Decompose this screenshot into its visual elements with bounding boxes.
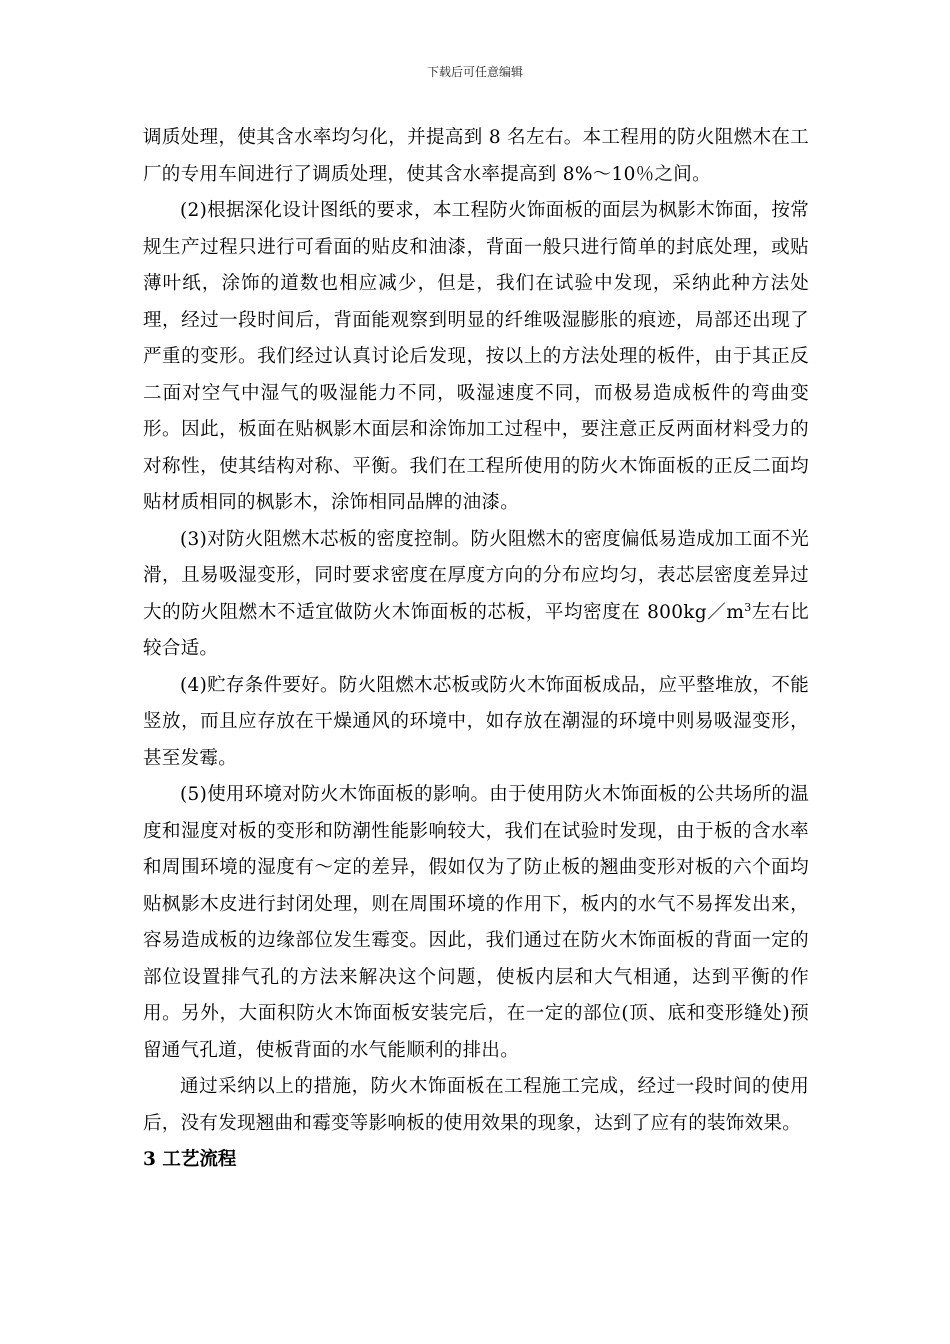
page-header: 下载后可任意编辑 [426,65,523,79]
paragraph-item-3-text: (3)对防火阻燃木芯板的密度控制。防火阻燃木的密度偏低易造成加工面不光滑，且易吸湿变形，同时要求密度在厚度方向的分布应均匀，表芯层密度差异过大的防火阻燃木不适宜做防火木饰面板的芯板，平均密度在 800kg／m [143,528,809,623]
paragraph-item-4: (4)贮存条件要好。防火阻燃木芯板或防火木饰面板成品，应平整堆放，不能竖放，而且应存放在干燥通风的环境中，如存放在潮湿的环境中则易吸湿变形，甚至发霉。 [143,674,809,769]
document-body [143,120,809,1179]
paragraph-conclusion: 通过采纳以上的措施，防火木饰面板在工程施工完成，经过一段时间的使用后，没有发现翘曲和霉变等影响板的使用效果的现象，达到了应有的装饰效果。 [143,1076,809,1134]
paragraph-item-3 [143,522,809,668]
section-heading: 3 工艺流程 [143,1149,237,1170]
paragraph-item-5: (5)使用环境对防火木饰面板的影响。由于使用防火木饰面板的公共场所的温度和湿度对板的变形和防潮性能影响较大，我们在试验时发现，由于板的含水率和周围环境的湿度有～定的差异，假如仅为了防止板的翘曲变形对板的六个面均贴枫影木皮进行封闭处理，则在周围环境的作用下，板内的水气不易挥发出来，容易造成板的边缘部位发生霉变。因此，我们通过在防火木饰面板的背面一定的部位设置排气孔的方法来解决这个问题，使板内层和大气相通，达到平衡的作用。另外，大面积防火木饰面板安装完后，在一定的部位(顶、底和变形缝处)预留通气孔道，使板背面的水气能顺利的排出。 [143,784,809,1061]
paragraph-item-2: (2)根据深化设计图纸的要求，本工程防火饰面板的面层为枫影木饰面，按常规生产过程只进行可看面的贴皮和油漆，背面一般只进行简单的封底处理，或贴薄叶纸，涂饰的道数也相应减少，但是，我们在试验中发现，采纳此种方法处理，经过一段时间后，背面能观察到明显的纤维吸湿膨胀的痕迹，局部还出现了严重的变形。我们经过认真讨论后发现，按以上的方法处理的板件，由于其正反二面对空气中湿气的吸湿能力不同，吸湿速度不同，而极易造成板件的弯曲变形。因此，板面在贴枫影木面层和涂饰加工过程中，要注意正反两面材料受力的对称性，使其结构对称、平衡。我们在工程所使用的防火木饰面板的正反二面均贴材质相同的枫影木，涂饰相同品牌的油漆。 [143,200,809,513]
paragraph-continuation: 调质处理，使其含水率均匀化，并提高到 8 名左右。本工程用的防火阻燃木在工厂的专用车间进行了调质处理，使其含水率提高到 8%～10％之间。 [143,127,809,185]
superscript-cubed: 3 [744,600,752,614]
paragraph-item-3-tail: 左右比较合适。 [143,601,809,659]
